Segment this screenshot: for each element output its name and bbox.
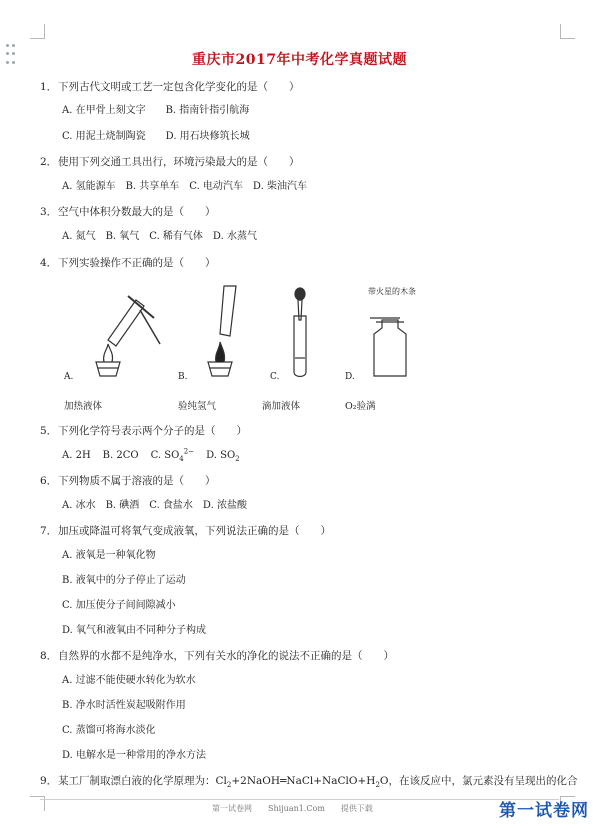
figure-a-caption: 加热液体 [64,401,103,412]
brand-logo: 第一试卷网 [499,801,589,821]
footer-text: 第一试卷网 Shijuan1.Com 提供下载 [212,804,373,813]
question-3-options: A. 氮气 B. 氧气 C. 稀有气体 D. 水蒸气 [62,231,257,242]
question-8-option-a: A. 过滤不能使硬水转化为软水 [62,675,196,686]
question-1-options-line-2: C. 用泥土烧制陶瓷 D. 用石块修筑长城 [62,131,250,142]
question-8-option-b: B. 净水时活性炭起吸附作用 [62,700,186,711]
question-7: 7．加压或降温可将氧气变成液氧，下列说法正确的是（ ） [40,525,331,537]
crop-mark-top-left [30,24,45,39]
figure-b-testing-hydrogen [190,282,250,380]
figure-d-letter: D. [345,372,355,382]
page-title: 重庆市2017年中考化学真题试题 [192,52,407,68]
question-3: 3．空气中体积分数最大的是（ ） [40,206,216,218]
figure-a-letter: A. [64,372,74,382]
question-5-options: A. 2H B. 2CO C. $SO_4^{2-}$ D. $SO_2$ [62,447,240,463]
figure-d-oxygen-bottle [360,296,420,380]
figure-a-heating-liquid [80,288,170,380]
question-7-option-a: A. 液氧是一种氧化物 [62,550,156,561]
question-5: 5．下列化学符号表示两个分子的是（ ） [40,425,247,437]
question-2: 2．使用下列交通工具出行，环境污染最大的是（ ） [40,156,300,168]
figure-d-caption: O₂验满 [345,401,376,412]
question-8-option-c: C. 蒸馏可将海水淡化 [62,725,156,736]
footer-divider [40,799,559,800]
question-1-options-line-1: A. 在甲骨上刻文字 B. 指南针指引航海 [62,105,250,116]
crop-mark-top-right [560,24,575,39]
question-7-option-d: D. 氧气和液氧由不同种分子构成 [62,625,207,636]
question-4: 4．下列实验操作不正确的是（ ） [40,257,216,269]
figure-b-caption: 验纯氢气 [178,401,217,412]
figure-c-caption: 滴加液体 [262,401,301,412]
figure-d-label: 带火星的木条 [368,287,416,296]
question-6: 6．下列物质不属于溶液的是（ ） [40,475,216,487]
figure-b-letter: B. [178,372,188,382]
question-1: 1．下列古代文明或工艺一定包含化学变化的是（ ） [40,81,300,93]
question-7-option-b: B. 液氧中的分子停止了运动 [62,575,186,586]
question-8-option-d: D. 电解水是一种常用的净水方法 [62,750,207,761]
question-8: 8．自然界的水都不是纯净水，下列有关水的净化的说法不正确的是（ ） [40,650,394,662]
question-6-options: A. 冰水 B. 碘酒 C. 食盐水 D. 浓盐酸 [62,500,247,511]
question-2-options: A. 氢能源车 B. 共享单车 C. 电动汽车 D. 柴油汽车 [62,181,307,192]
figure-c-dropping-liquid [280,286,320,380]
figure-c-letter: C. [270,372,280,382]
question-7-option-c: C. 加压使分子间间隙减小 [62,600,176,611]
question-9: 9．某工厂制取漂白液的化学原理为：$Cl_2+2NaOH═NaCl+NaClO+H_2O$，在该反应中，氯元素没有呈现出的化合 [40,775,578,790]
